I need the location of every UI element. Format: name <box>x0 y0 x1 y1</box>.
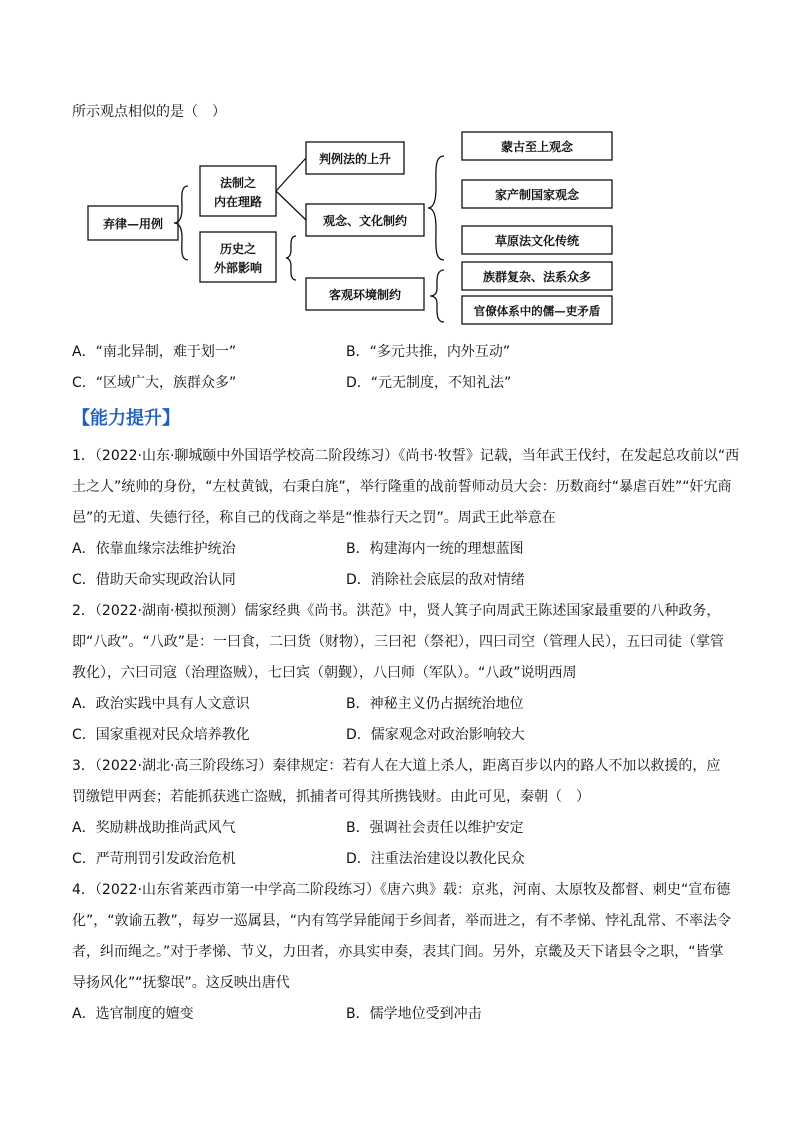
diagram-leaf5-label: 官僚体系中的儒—吏矛盾 <box>473 304 601 318</box>
q1-option-b[interactable]: B．构建海内一统的理想蓝图 <box>346 541 524 557</box>
q4-stem-line: 化”，“敦谕五教”，每岁一巡属县，“内有笃学异能闻于乡闾者，举而进之，有不孝悌、悖礼乱常、不率法令 <box>72 913 732 929</box>
section-title: 【能力提升】 <box>72 408 180 429</box>
diagram-root-label: 弃律—用例 <box>102 217 164 231</box>
q4-stem-line: 者，纠而绳之。”对于孝悌、节义，力田者，亦具实申奏，表其门闾。另外，京畿及天下诸县令之职，“皆掌 <box>72 944 724 960</box>
diagram-branch2-label: 观念、文化制约 <box>322 214 408 228</box>
q2-option-d[interactable]: D．儒家观念对政治影响较大 <box>346 727 525 743</box>
q1-option-d[interactable]: D．消除社会底层的敌对情绪 <box>346 572 525 588</box>
diagram-branch1-label: 判例法的上升 <box>318 152 392 166</box>
q3-option-c[interactable]: C．严苛刑罚引发政治危机 <box>72 851 236 867</box>
q3-stem-line: 罚缴铠甲两套；若能抓获逃亡盗贼，抓捕者可得其所携钱财。由此可见，秦朝（ ） <box>72 789 590 805</box>
q1-option-a[interactable]: A．依靠血缘宗法维护统治 <box>72 541 236 557</box>
diagram-leaf3-label: 草原法文化传统 <box>494 234 580 248</box>
q0-option-a[interactable]: A．“南北异制，难于划一” <box>72 344 237 360</box>
q1-stem-line: 邑”的无道、失德行径，称自己的伐商之举是“惟恭行天之罚”。周武王此举意在 <box>72 510 556 526</box>
diagram-leaf1-label: 蒙古至上观念 <box>500 140 574 154</box>
q4-option-a[interactable]: A．选官制度的嬗变 <box>72 1006 194 1022</box>
diagram-brace-right1 <box>428 156 444 260</box>
diagram-mid2-label: 历史之 <box>219 242 257 256</box>
diagram-mid1-label-2: 内在理路 <box>213 195 263 209</box>
diagram-brace-right2 <box>430 270 444 322</box>
q2-option-b[interactable]: B．神秘主义仍占据统治地位 <box>346 696 524 712</box>
q4-option-b[interactable]: B．儒学地位受到冲击 <box>346 1006 482 1022</box>
q3-option-d[interactable]: D．注重法治建设以教化民众 <box>346 851 525 867</box>
q3-stem-line: 3．（2022·湖北·高三阶段练习）秦律规定：若有人在大道上杀人，距离百步以内的路人不加以救援的，应 <box>72 758 721 774</box>
q4-stem-line: 4．（2022·山东省莱西市第一中学高二阶段练习）《唐六典》载：京兆，河南、太原牧及都督、刺史“宣布德 <box>72 882 731 898</box>
diagram-brace-mid <box>286 236 296 280</box>
diagram-brace-left <box>174 186 188 260</box>
diagram-leaf4-label: 族群复杂、法系众多 <box>482 270 592 284</box>
q2-option-c[interactable]: C．国家重视对民众培养教化 <box>72 727 250 743</box>
q2-stem-line: 2．（2022·湖南·模拟预测）儒家经典《尚书。洪范》中，贤人箕子向周武王陈述国家最重要的八种政务， <box>72 603 721 619</box>
q3-option-b[interactable]: B．强调社会责任以维护安定 <box>346 820 524 836</box>
concept-diagram <box>84 128 624 328</box>
diagram-mid2-label-2: 外部影响 <box>213 261 263 275</box>
q2-stem-line: 教化），六曰司寇（治理盗贼），七曰宾（朝觐），八曰师（军队）。“八政”说明西周 <box>72 665 577 681</box>
q0-option-d[interactable]: D．“元无制度，不知礼法” <box>346 375 512 391</box>
diagram-leaf2-label: 家产制国家观念 <box>494 188 580 202</box>
diagram-branch3-label: 客观环境制约 <box>328 288 402 302</box>
q1-stem-line: 土之人”统帅的身份，“左杖黄钺，右秉白旄”，举行隆重的战前誓师动员大会：历数商纣“暴虐百姓”“奸宄商 <box>72 479 732 495</box>
q3-option-a[interactable]: A．奖励耕战助推尚武风气 <box>72 820 236 836</box>
diagram-mid1-label: 法制之 <box>219 176 257 190</box>
q2-stem-line: 即“八政”。“八政”是：一曰食，二曰货（财物），三曰祀（祭祀），四曰司空（管理人民），五曰司徒（掌管 <box>72 634 725 650</box>
q0-option-c[interactable]: C．“区域广大，族群众多” <box>72 375 237 391</box>
q4-stem-line: 导扬风化”“抚黎氓”。这反映出唐代 <box>72 975 290 991</box>
question-intro: 所示观点相似的是（ ） <box>72 104 226 120</box>
q1-option-c[interactable]: C．借助天命实现政治认同 <box>72 572 236 588</box>
q1-stem-line: 1．（2022·山东·聊城颐中外国语学校高二阶段练习）《尚书·牧誓》记载，当年武王伐纣，在发起总攻前以“西 <box>72 448 740 464</box>
q2-option-a[interactable]: A．政治实践中具有人文意识 <box>72 696 250 712</box>
q0-option-b[interactable]: B．“多元共推，内外互动” <box>346 344 511 360</box>
